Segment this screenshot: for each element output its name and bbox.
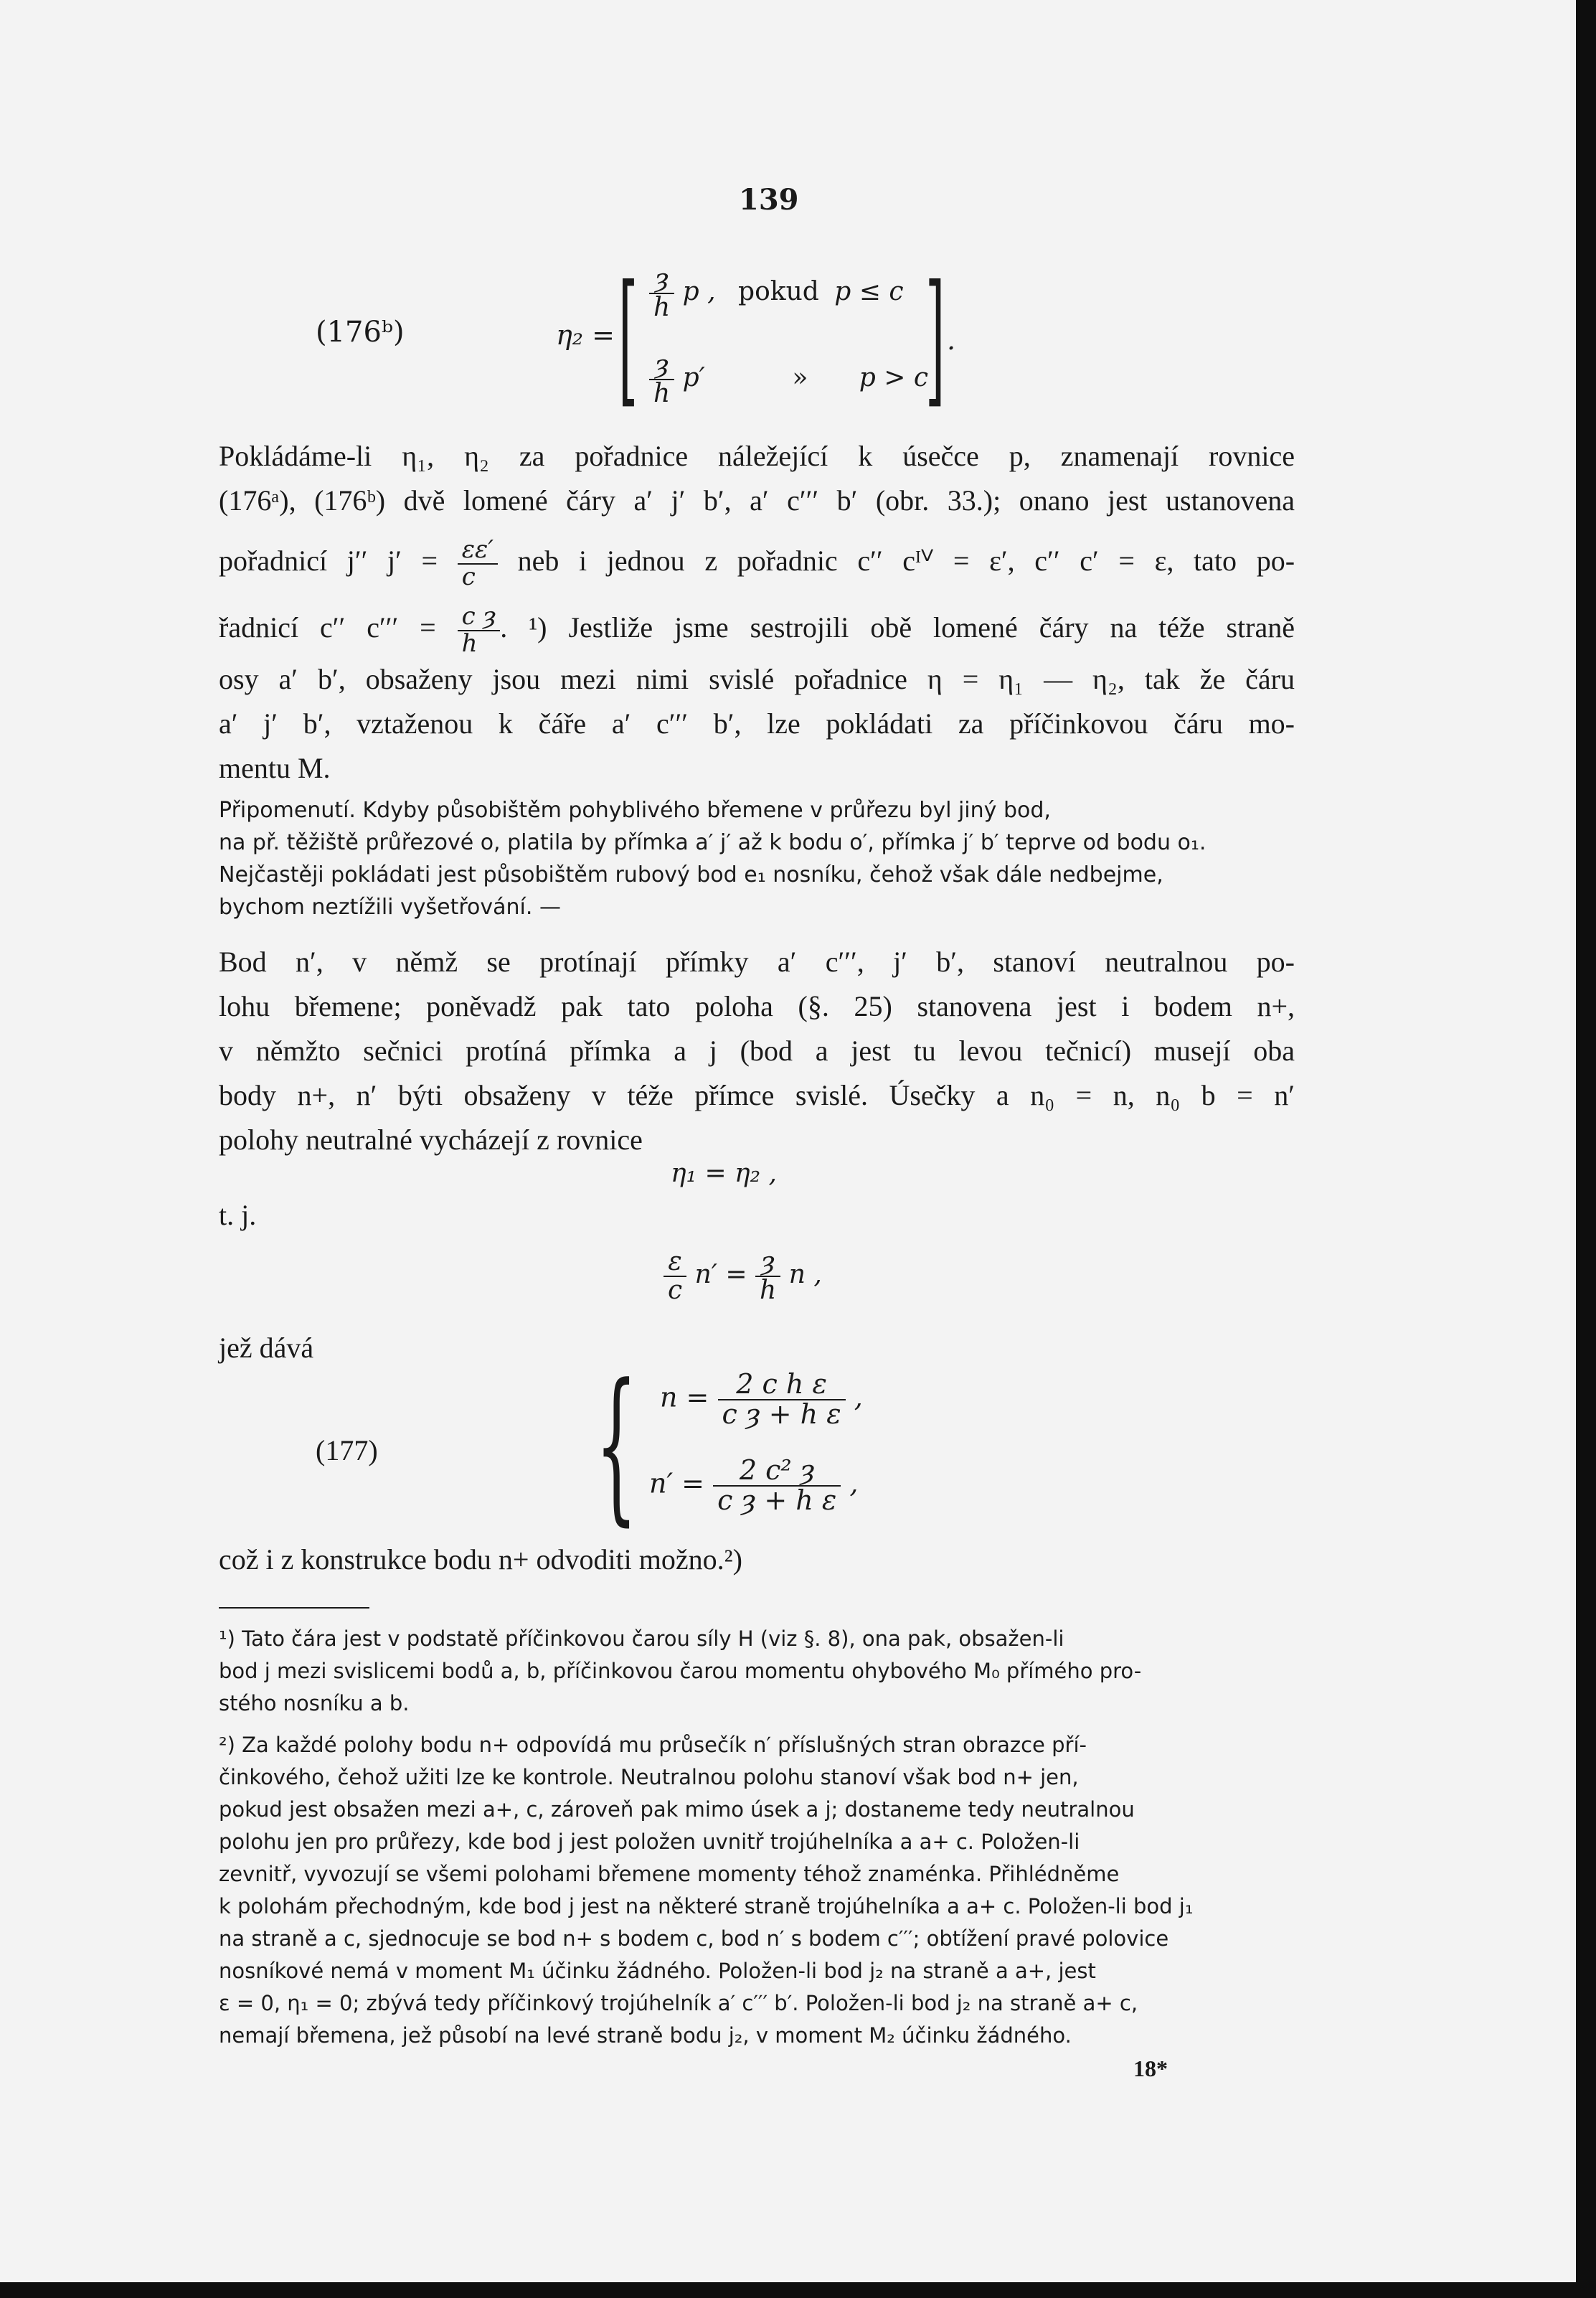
- paragraph-1: [219, 434, 1295, 791]
- footnote-line: bod j mezi svislicemi bodů a, b, příčinkovou čarou momentu ohybového M₀ přímého pro-: [219, 1659, 1142, 1683]
- footnote-line: ¹) Tato čára jest v podstatě příčinkovou čarou síly H (viz §. 8), ona pak, obsažen-li: [219, 1626, 1064, 1651]
- p1-line: řadnicí c′′ c′′′ = $\frac{\text{c ȝ}}{h}$ . ¹) Jestliže jsme sestrojili obě lomené čáry na téže straně: [219, 602, 1295, 659]
- remark-line: bychom neztížili vyšetřování. —: [219, 895, 561, 920]
- eq176b-label: (176ᵇ): [316, 316, 405, 349]
- eq176b-end: .: [947, 324, 956, 356]
- footnote-line: zevnitř, vyvozují se všemi polohami břemene momenty téhož znaménka. Přihlédněme: [219, 1862, 1120, 1886]
- scan-edge-bottom: [0, 2282, 1596, 2298]
- footnote-line: stého nosníku a b.: [219, 1691, 410, 1715]
- eq-tj: $\frac{\text{ɛ}}{c}$ n′ = $\frac{ȝ}{h}$ n ,: [664, 1248, 822, 1304]
- footnote-line: ²) Za každé polohy bodu n+ odpovídá mu průsečík n′ příslušných stran obrazce pří-: [219, 1733, 1087, 1757]
- eq-eta: η₁ = η₂ ,: [671, 1159, 777, 1188]
- remark-line: Nejčastěji pokládati jest působištěm rubový bod e₁ nosníku, čehož však dále nedbejme,: [219, 862, 1163, 887]
- eq176b-lhs: η₂ =: [556, 319, 615, 351]
- p1-line: (176ᵃ), (176ᵇ) dvě lomené čáry a′ j′ b′, a′ c′′′ b′ (obr. 33.); onano jest ustanovena: [219, 484, 1295, 517]
- p2-line: lohu břemene; poněvadž pak tato poloha (§. 25) stanovena jest i bodem n+,: [219, 990, 1295, 1022]
- footnote-line: ɛ = 0, η₁ = 0; zbývá tedy příčinkový trojúhelník a′ c′′′ b′. Položen-li bod j₂ na straně a+ c,: [219, 1991, 1138, 2015]
- fraction-cz-over-h: $\frac{\text{c ȝ}}{h}$: [458, 604, 501, 656]
- eq177-n-prime: n′ = $\frac{\text{2 c² ȝ}}{\text{c ȝ + h ɛ}}$ ,: [649, 1454, 859, 1516]
- footnote-line: nemají břemena, jež působí na levé straně bodu j₂, v moment M₂ účinku žádného.: [219, 2023, 1072, 2048]
- page-number: 139: [739, 183, 799, 217]
- p1-line: mentu M.: [219, 751, 331, 784]
- tj-label: t. j.: [219, 1199, 257, 1231]
- footnote-1: [219, 1623, 1295, 1720]
- fraction-ee-over-c: $\frac{\text{ɛɛ′}}{c}$: [458, 537, 498, 590]
- paragraph-2: [219, 940, 1295, 1162]
- footnote-2: [219, 1729, 1295, 2052]
- eq176b-case1: $\frac{ȝ}{h}$ p , pokud p ≤ c: [649, 265, 904, 321]
- remark: [219, 794, 1295, 923]
- eq177-brace: {: [595, 1350, 638, 1541]
- eq176b-case2: $\frac{ȝ}{h}$ p′ » p > c: [649, 352, 928, 408]
- footnote-line: na straně a c, sjednocuje se bod n+ s bodem c, bod n′ s bodem c′′′; obtížení pravé polovice: [219, 1926, 1169, 1951]
- eq176b-right-bracket: ]: [925, 255, 945, 422]
- conclusion-line: což i z konstrukce bodu n+ odvoditi možno.²): [219, 1543, 742, 1576]
- footnote-line: pokud jest obsažen mezi a+, c, zároveň pak mimo úsek a j; dostaneme tedy neutralnou: [219, 1797, 1135, 1822]
- eq177-n: n = $\frac{\text{2 c h ɛ}}{\text{c ȝ + h ɛ}}$ ,: [660, 1368, 863, 1430]
- printer-signature: 18*: [1133, 2056, 1168, 2081]
- footnote-line: činkového, čehož užiti lze ke kontrole. Neutralnou polohu stanoví však bod n+ jen,: [219, 1765, 1079, 1789]
- p2-line: body n+, n′ býti obsaženy v téže přímce svislé. Úsečky a n₀ = n, n₀ b = n′: [219, 1079, 1295, 1111]
- p2-line: v němžto sečnici protíná přímka a j (bod a jest tu levou tečnicí) musejí oba: [219, 1035, 1295, 1067]
- eq176b-left-bracket: [: [618, 255, 638, 422]
- p1-line: osy a′ b′, obsaženy jsou mezi nimi svislé pořadnice η = η₁ — η₂, tak že čáru: [219, 662, 1295, 695]
- eq177-label: (177): [316, 1434, 378, 1466]
- remark-line: Připomenutí. Kdyby působištěm pohyblivého břemene v průřezu byl jiný bod,: [219, 798, 1051, 823]
- footnote-rule: [219, 1607, 369, 1609]
- p1-line: Pokládáme-li η₁, η₂ za pořadnice náležející k úsečce p, znamenají rovnice: [219, 440, 1295, 472]
- scan-edge-right: [1576, 0, 1596, 2298]
- p2-line: Bod n′, v němž se protínají přímky a′ c′′′, j′ b′, stanoví neutralnou po-: [219, 946, 1295, 978]
- footnote-line: polohu jen pro průřezy, kde bod j jest položen uvnitř trojúhelníka a a+ c. Položen-li: [219, 1830, 1080, 1854]
- jez-dava-label: jež dává: [219, 1332, 314, 1364]
- footnote-line: nosníkové nemá v moment M₁ účinku žádného. Položen-li bod j₂ na straně a a+, jest: [219, 1959, 1096, 1983]
- p1-line: a′ j′ b′, vztaženou k čáře a′ c′′′ b′, lze pokládati za příčinkovou čáru mo-: [219, 707, 1295, 740]
- p2-line: polohy neutralné vycházejí z rovnice: [219, 1124, 643, 1156]
- footnote-line: k polohám přechodným, kde bod j jest na některé straně trojúhelníka a a+ c. Položen-li bod j₁: [219, 1894, 1194, 1918]
- remark-line: na př. těžiště průřezové o, platila by přímka a′ j′ až k bodu o′, přímka j′ b′ teprve od bodu o₁.: [219, 830, 1207, 855]
- p1-line: pořadnicí j′′ j′ = $\frac{\text{ɛɛ′}}{c}$ neb i jednou z pořadnic c′′ cᴵⱽ = ɛ′, c′′ c′ = ɛ, tato po-: [219, 535, 1295, 591]
